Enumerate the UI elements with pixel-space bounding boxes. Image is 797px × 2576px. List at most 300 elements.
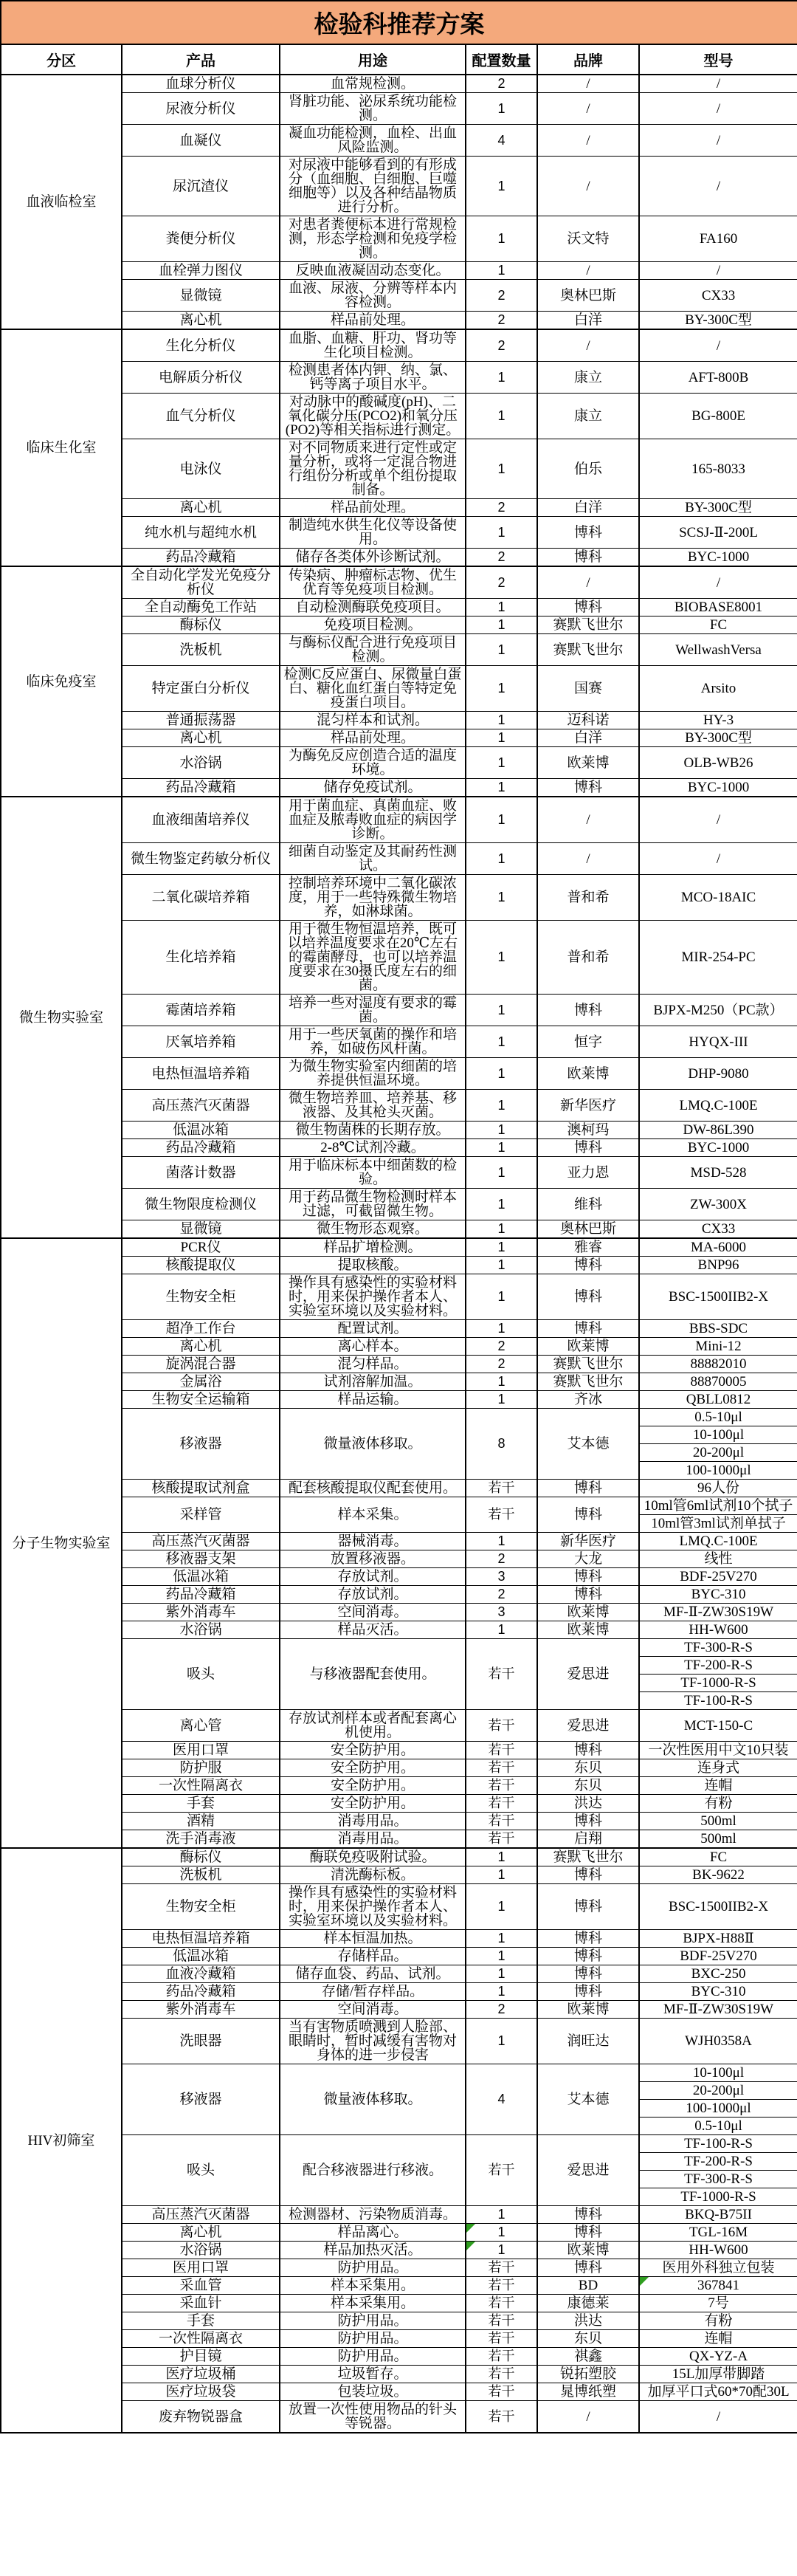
use-cell: 样品前处理。 — [280, 312, 466, 330]
product-cell: 水浴锅 — [122, 2242, 280, 2259]
model-cell: 一次性医用中文10只装 — [639, 1742, 797, 1759]
brand-cell: 艾本德 — [537, 1409, 639, 1480]
brand-cell: 康立 — [537, 394, 639, 439]
use-cell: 细菌自动鉴定及其耐药性测试。 — [280, 843, 466, 875]
brand-cell: 博科 — [537, 1884, 639, 1930]
qty-cell: 1 — [466, 995, 537, 1026]
zone-cell: HIV初筛室 — [1, 1848, 122, 2433]
brand-cell: 白洋 — [537, 499, 639, 517]
brand-cell: 博科 — [537, 779, 639, 797]
model-cell: BJPX-M250（PC款） — [639, 995, 797, 1026]
qty-cell: 1 — [466, 616, 537, 634]
product-cell: 洗手消毒液 — [122, 1830, 280, 1849]
product-cell: 水浴锅 — [122, 1621, 280, 1639]
brand-cell: 新华医疗 — [537, 1533, 639, 1550]
use-cell: 操作具有感染性的实验材料时，用来保护操作者本人、实验室环境以及实验材料。 — [280, 1274, 466, 1320]
qty-cell: 1 — [466, 1090, 537, 1122]
zone-cell: 血液临检室 — [1, 75, 122, 329]
product-cell: 移液器支架 — [122, 1550, 280, 1568]
qty-cell: 若干 — [466, 1830, 537, 1849]
qty-cell: 1 — [466, 93, 537, 125]
qty-cell: 1 — [466, 634, 537, 666]
model-cell: BIOBASE8001 — [639, 599, 797, 616]
product-cell: 手套 — [122, 1795, 280, 1813]
product-cell: 医疗垃圾袋 — [122, 2383, 280, 2401]
brand-cell: 赛默飞世尔 — [537, 1373, 639, 1391]
brand-cell: / — [537, 2401, 639, 2434]
use-cell: 为微生物实验室内细菌的培养提供恒温环境。 — [280, 1058, 466, 1090]
use-cell: 样品扩增检测。 — [280, 1238, 466, 1257]
product-cell: 血凝仪 — [122, 125, 280, 157]
use-cell: 离心样本。 — [280, 1338, 466, 1356]
brand-cell: 欧莱博 — [537, 2242, 639, 2259]
qty-cell: 1 — [466, 157, 537, 216]
model-cell: BYC-1000 — [639, 779, 797, 797]
use-cell: 存储/暂存样品。 — [280, 1983, 466, 2001]
table-head — [1, 1, 797, 75]
product-cell: 微生物鉴定药敏分析仪 — [122, 843, 280, 875]
brand-cell: 启翔 — [537, 1830, 639, 1849]
brand-cell: 康立 — [537, 362, 639, 394]
zone-cell: 临床免疫室 — [1, 566, 122, 797]
zone-cell: 分子生物实验室 — [1, 1238, 122, 1848]
use-cell: 试剂溶解加温。 — [280, 1373, 466, 1391]
brand-cell: 奥林巴斯 — [537, 280, 639, 312]
model-cell: TF-200-R-S — [639, 2153, 797, 2171]
model-cell: 367841 — [639, 2277, 797, 2295]
use-cell: 存放试剂。 — [280, 1568, 466, 1586]
brand-cell: 博科 — [537, 1257, 639, 1274]
model-cell: / — [639, 157, 797, 216]
model-cell: WellwashVersa — [639, 634, 797, 666]
product-cell: 核酸提取试剂盒 — [122, 1480, 280, 1497]
product-cell: 离心机 — [122, 1338, 280, 1356]
model-cell: BKQ-B75II — [639, 2206, 797, 2224]
model-cell: 7号 — [639, 2295, 797, 2312]
qty-cell: 若干 — [466, 1497, 537, 1533]
model-cell: Mini-12 — [639, 1338, 797, 1356]
model-cell: 20-200μl — [639, 1444, 797, 1462]
product-cell: 紫外消毒车 — [122, 1604, 280, 1621]
brand-cell: 欧莱博 — [537, 1338, 639, 1356]
use-cell: 用于菌血症、真菌血症、败血症及脓毒败血症的病因学诊断。 — [280, 797, 466, 843]
model-cell: CX33 — [639, 280, 797, 312]
qty-cell: 2 — [466, 1550, 537, 1568]
qty-cell: 2 — [466, 75, 537, 93]
model-cell: TF-100-R-S — [639, 1692, 797, 1710]
qty-cell: 若干 — [466, 1813, 537, 1830]
brand-cell: 东贝 — [537, 1777, 639, 1795]
use-cell: 垃圾暂存。 — [280, 2366, 466, 2383]
brand-cell: 爱思进 — [537, 1639, 639, 1710]
model-cell: Arsito — [639, 666, 797, 712]
qty-cell: 4 — [466, 125, 537, 157]
use-cell: 防护用品。 — [280, 2259, 466, 2277]
product-cell: 生物安全柜 — [122, 1274, 280, 1320]
brand-cell: 博科 — [537, 549, 639, 567]
product-cell: 二氧化碳培养箱 — [122, 875, 280, 921]
product-cell: 显微镜 — [122, 280, 280, 312]
product-cell: 离心机 — [122, 499, 280, 517]
model-cell: BBS-SDC — [639, 1320, 797, 1338]
use-cell: 血脂、血糖、肝功、肾功等生化项目检测。 — [280, 329, 466, 362]
product-cell: 药品冷藏箱 — [122, 1983, 280, 2001]
table-row — [1, 75, 797, 93]
product-cell: 离心机 — [122, 312, 280, 330]
qty-cell: 1 — [466, 875, 537, 921]
qty-cell: 1 — [466, 1320, 537, 1338]
brand-cell: 博科 — [537, 517, 639, 549]
brand-cell: 欧莱博 — [537, 1621, 639, 1639]
qty-cell: 1 — [466, 1122, 537, 1139]
model-cell: 医用外科独立包装 — [639, 2259, 797, 2277]
model-cell: CX33 — [639, 1220, 797, 1239]
product-cell: 微生物限度检测仪 — [122, 1189, 280, 1220]
brand-cell: 博科 — [537, 995, 639, 1026]
qty-cell: 1 — [466, 1026, 537, 1058]
product-cell: 尿沉渣仪 — [122, 157, 280, 216]
product-cell: 粪便分析仪 — [122, 216, 280, 262]
product-cell: 手套 — [122, 2312, 280, 2330]
column-header-model: 型号 — [639, 44, 797, 75]
model-cell: BDF-25V270 — [639, 1568, 797, 1586]
model-cell: BY-300C型 — [639, 312, 797, 330]
table-body — [1, 75, 797, 2433]
product-cell: 医疗垃圾桶 — [122, 2366, 280, 2383]
model-cell: LMQ.C-100E — [639, 1090, 797, 1122]
brand-cell: 博科 — [537, 1139, 639, 1157]
brand-cell: / — [537, 329, 639, 362]
model-cell: MF-Ⅱ-ZW30S19W — [639, 1604, 797, 1621]
qty-cell: 若干 — [466, 2277, 537, 2295]
product-cell: 采血管 — [122, 2277, 280, 2295]
product-cell: 金属浴 — [122, 1373, 280, 1391]
model-cell: 165-8033 — [639, 439, 797, 499]
qty-cell: 2 — [466, 549, 537, 567]
model-cell: 100-1000μl — [639, 2100, 797, 2118]
use-cell: 反映血液凝固动态变化。 — [280, 262, 466, 280]
product-cell: 离心管 — [122, 1710, 280, 1742]
qty-cell: 1 — [466, 2242, 537, 2259]
product-cell: 废弃物锐器盒 — [122, 2401, 280, 2434]
product-cell: 采血针 — [122, 2295, 280, 2312]
model-cell: DHP-9080 — [639, 1058, 797, 1090]
use-cell: 样品离心。 — [280, 2224, 466, 2242]
brand-cell: / — [537, 797, 639, 843]
model-cell: 10-100μl — [639, 1426, 797, 1444]
brand-cell: 博科 — [537, 2206, 639, 2224]
product-cell: 血球分析仪 — [122, 75, 280, 93]
brand-cell: 大龙 — [537, 1550, 639, 1568]
qty-cell: 2 — [466, 566, 537, 599]
model-cell: BY-300C型 — [639, 729, 797, 747]
use-cell: 当有害物质喷溅到人脸部、眼睛时，暂时减缓有害物对身体的进一步侵害 — [280, 2019, 466, 2064]
use-cell: 用于药品微生物检测时样本过滤，可截留微生物。 — [280, 1189, 466, 1220]
use-cell: 用于一些厌氧菌的操作和培养，如破伤风杆菌。 — [280, 1026, 466, 1058]
qty-cell: 1 — [466, 1257, 537, 1274]
model-cell: 有粉 — [639, 2312, 797, 2330]
product-cell: 特定蛋白分析仪 — [122, 666, 280, 712]
model-cell: MF-Ⅱ-ZW30S19W — [639, 2001, 797, 2019]
qty-cell: 若干 — [466, 2366, 537, 2383]
use-cell: 防护用品。 — [280, 2348, 466, 2366]
use-cell: 血常规检测。 — [280, 75, 466, 93]
use-cell: 2-8℃试剂冷藏。 — [280, 1139, 466, 1157]
column-header-product: 产品 — [122, 44, 280, 75]
brand-cell: 润旺达 — [537, 2019, 639, 2064]
product-cell: 移液器 — [122, 1409, 280, 1480]
model-cell: BDF-25V270 — [639, 1948, 797, 1965]
brand-cell: 锐拓塑胶 — [537, 2366, 639, 2383]
product-cell: 电热恒温培养箱 — [122, 1058, 280, 1090]
qty-cell: 2 — [466, 329, 537, 362]
product-cell: 药品冷藏箱 — [122, 1586, 280, 1604]
use-cell: 与移液器配套使用。 — [280, 1639, 466, 1710]
model-cell: BG-800E — [639, 394, 797, 439]
use-cell: 配置试剂。 — [280, 1320, 466, 1338]
use-cell: 混匀样本和试剂。 — [280, 712, 466, 729]
qty-cell: 3 — [466, 1604, 537, 1621]
brand-cell: 赛默飞世尔 — [537, 634, 639, 666]
brand-cell: / — [537, 75, 639, 93]
qty-cell: 2 — [466, 1356, 537, 1373]
product-cell: 低温冰箱 — [122, 1948, 280, 1965]
brand-cell: 伯乐 — [537, 439, 639, 499]
brand-cell: 欧莱博 — [537, 747, 639, 779]
product-cell: 生物安全运输箱 — [122, 1391, 280, 1409]
qty-cell: 2 — [466, 312, 537, 330]
brand-cell: 博科 — [537, 1742, 639, 1759]
product-cell: 生化培养箱 — [122, 921, 280, 995]
product-cell: 旋涡混合器 — [122, 1356, 280, 1373]
brand-cell: 东贝 — [537, 2330, 639, 2348]
qty-cell: 1 — [466, 2206, 537, 2224]
model-cell: 连身式 — [639, 1759, 797, 1777]
model-cell: BXC-250 — [639, 1965, 797, 1983]
brand-cell: 东贝 — [537, 1759, 639, 1777]
product-cell: 护目镜 — [122, 2348, 280, 2366]
use-cell: 消毒用品。 — [280, 1830, 466, 1849]
model-cell: MIR-254-PC — [639, 921, 797, 995]
brand-cell: / — [537, 157, 639, 216]
product-cell: 生物安全柜 — [122, 1884, 280, 1930]
brand-cell: 奥林巴斯 — [537, 1220, 639, 1239]
product-cell: 霉菌培养箱 — [122, 995, 280, 1026]
product-cell: 全自动酶免工作站 — [122, 599, 280, 616]
brand-cell: 赛默飞世尔 — [537, 1848, 639, 1866]
brand-cell: 白洋 — [537, 312, 639, 330]
use-cell: 混匀样品。 — [280, 1356, 466, 1373]
use-cell: 对不同物质来进行定性或定量分析，或将一定混合物进行组份分析或单个组份提取制备。 — [280, 439, 466, 499]
zone-cell: 临床生化室 — [1, 329, 122, 566]
brand-cell: 恒字 — [537, 1026, 639, 1058]
use-cell: 样品灭活。 — [280, 1621, 466, 1639]
model-cell: MCO-18AIC — [639, 875, 797, 921]
brand-cell: 博科 — [537, 1586, 639, 1604]
brand-cell: 晁博纸塑 — [537, 2383, 639, 2401]
product-cell: 移液器 — [122, 2064, 280, 2135]
qty-cell: 1 — [466, 779, 537, 797]
brand-cell: / — [537, 262, 639, 280]
use-cell: 消毒用品。 — [280, 1813, 466, 1830]
model-cell: 20-200μl — [639, 2082, 797, 2100]
use-cell: 微生物培养皿、培养基、移液器、及其枪头灭菌。 — [280, 1090, 466, 1122]
model-cell: / — [639, 2401, 797, 2434]
model-cell: / — [639, 93, 797, 125]
use-cell: 样本采集用。 — [280, 2295, 466, 2312]
product-cell: 超净工作台 — [122, 1320, 280, 1338]
use-cell: 防护用品。 — [280, 2330, 466, 2348]
product-cell: 医用口罩 — [122, 2259, 280, 2277]
brand-cell: 维科 — [537, 1189, 639, 1220]
qty-cell: 1 — [466, 1965, 537, 1983]
product-cell: 厌氧培养箱 — [122, 1026, 280, 1058]
model-cell: 有粉 — [639, 1795, 797, 1813]
brand-cell: 白洋 — [537, 729, 639, 747]
use-cell: 微生物形态观察。 — [280, 1220, 466, 1239]
product-cell: 全自动化学发光免疫分析仪 — [122, 566, 280, 599]
product-cell: 医用口罩 — [122, 1742, 280, 1759]
product-cell: 离心机 — [122, 2224, 280, 2242]
brand-cell: 欧莱博 — [537, 1058, 639, 1090]
brand-cell: 博科 — [537, 599, 639, 616]
model-cell: 0.5-10μl — [639, 2118, 797, 2135]
model-cell: 0.5-10μl — [639, 1409, 797, 1426]
model-cell: 10-100μl — [639, 2064, 797, 2082]
qty-cell: 1 — [466, 1866, 537, 1884]
product-cell: 低温冰箱 — [122, 1122, 280, 1139]
model-cell: FC — [639, 616, 797, 634]
qty-cell: 1 — [466, 2019, 537, 2064]
brand-cell: 赛默飞世尔 — [537, 1356, 639, 1373]
model-cell: TF-1000-R-S — [639, 1675, 797, 1692]
qty-cell: 若干 — [466, 1480, 537, 1497]
column-header-zone: 分区 — [1, 44, 122, 75]
qty-cell: 1 — [466, 216, 537, 262]
brand-cell: 博科 — [537, 1866, 639, 1884]
product-cell: 血气分析仪 — [122, 394, 280, 439]
product-cell: 普通振荡器 — [122, 712, 280, 729]
use-cell: 凝血功能检测，血栓、出血风险监测。 — [280, 125, 466, 157]
column-header-brand: 品牌 — [537, 44, 639, 75]
model-cell: HH-W600 — [639, 2242, 797, 2259]
model-cell: BY-300C型 — [639, 499, 797, 517]
use-cell: 检测患者体内钾、纳、氯、钙等离子项目水平。 — [280, 362, 466, 394]
model-cell: / — [639, 843, 797, 875]
qty-cell: 1 — [466, 262, 537, 280]
use-cell: 存储样品。 — [280, 1948, 466, 1965]
qty-cell: 1 — [466, 1189, 537, 1220]
qty-cell: 若干 — [466, 2259, 537, 2277]
brand-cell: 爱思进 — [537, 1710, 639, 1742]
qty-cell: 2 — [466, 499, 537, 517]
brand-cell: 博科 — [537, 1274, 639, 1320]
use-cell: 微量液体移取。 — [280, 1409, 466, 1480]
use-cell: 安全防护用。 — [280, 1777, 466, 1795]
model-cell: 500ml — [639, 1813, 797, 1830]
qty-cell: 1 — [466, 1274, 537, 1320]
model-cell: MCT-150-C — [639, 1710, 797, 1742]
use-cell: 样本采集。 — [280, 1497, 466, 1533]
page-title: 检验科推荐方案 — [1, 1, 797, 44]
product-cell: 药品冷藏箱 — [122, 779, 280, 797]
use-cell: 样本采集用。 — [280, 2277, 466, 2295]
use-cell: 与酶标仪配合进行免疫项目检测。 — [280, 634, 466, 666]
qty-cell: 若干 — [466, 1759, 537, 1777]
product-cell: 离心机 — [122, 729, 280, 747]
qty-cell: 若干 — [466, 1795, 537, 1813]
model-cell: QBLL0812 — [639, 1391, 797, 1409]
qty-cell: 1 — [466, 1391, 537, 1409]
qty-cell: 1 — [466, 1373, 537, 1391]
brand-cell: 沃文特 — [537, 216, 639, 262]
use-cell: 用于微生物恒温培养，既可以培养温度要求在20℃左右的霉菌酵母，也可以培养温度要求在30摄氏度左右的细菌。 — [280, 921, 466, 995]
zone-cell: 微生物实验室 — [1, 797, 122, 1238]
product-cell: 防护服 — [122, 1759, 280, 1777]
product-cell: 生化分析仪 — [122, 329, 280, 362]
qty-cell: 8 — [466, 1409, 537, 1480]
qty-cell: 1 — [466, 729, 537, 747]
use-cell: 制造纯水供生化仪等设备使用。 — [280, 517, 466, 549]
product-cell: 吸头 — [122, 1639, 280, 1710]
model-cell: / — [639, 125, 797, 157]
qty-cell: 若干 — [466, 1639, 537, 1710]
product-cell: 低温冰箱 — [122, 1568, 280, 1586]
model-cell: 线性 — [639, 1550, 797, 1568]
use-cell: 放置一次性使用物品的针头等锐器。 — [280, 2401, 466, 2434]
use-cell: 安全防护用。 — [280, 1795, 466, 1813]
brand-cell: / — [537, 843, 639, 875]
qty-cell: 1 — [466, 362, 537, 394]
qty-cell: 若干 — [466, 1710, 537, 1742]
use-cell: 对患者粪便标本进行常规检测，形态学检测和免疫学检测。 — [280, 216, 466, 262]
use-cell: 操作具有感染性的实验材料时，用来保护操作者本人、实验室环境以及实验材料。 — [280, 1884, 466, 1930]
qty-cell: 1 — [466, 1139, 537, 1157]
product-cell: 电泳仪 — [122, 439, 280, 499]
qty-cell: 1 — [466, 1220, 537, 1239]
qty-cell: 1 — [466, 1533, 537, 1550]
brand-cell: 博科 — [537, 2259, 639, 2277]
brand-cell: 博科 — [537, 2224, 639, 2242]
qty-cell: 1 — [466, 747, 537, 779]
qty-cell: 1 — [466, 666, 537, 712]
product-cell: 核酸提取仪 — [122, 1257, 280, 1274]
qty-cell: 2 — [466, 1586, 537, 1604]
model-cell: BYC-1000 — [639, 1139, 797, 1157]
use-cell: 放置移液器。 — [280, 1550, 466, 1568]
use-cell: 空间消毒。 — [280, 1604, 466, 1621]
brand-cell: 博科 — [537, 1930, 639, 1948]
model-cell: 连帽 — [639, 2330, 797, 2348]
product-cell: 血液冷藏箱 — [122, 1965, 280, 1983]
model-cell: HYQX-III — [639, 1026, 797, 1058]
brand-cell: / — [537, 125, 639, 157]
qty-cell: 1 — [466, 394, 537, 439]
product-cell: 紫外消毒车 — [122, 2001, 280, 2019]
qty-cell: 2 — [466, 2001, 537, 2019]
product-cell: 高压蒸汽灭菌器 — [122, 1533, 280, 1550]
brand-cell: 艾本德 — [537, 2064, 639, 2135]
model-cell: SCSJ-Ⅱ-200L — [639, 517, 797, 549]
product-cell: 水浴锅 — [122, 747, 280, 779]
model-cell: ZW-300X — [639, 1189, 797, 1220]
product-cell: 酶标仪 — [122, 616, 280, 634]
model-cell: BYC-1000 — [639, 549, 797, 567]
model-cell: TF-1000-R-S — [639, 2188, 797, 2206]
use-cell: 检测C反应蛋白、尿微量白蛋白、糖化血红蛋白等特定免疫蛋白项目。 — [280, 666, 466, 712]
model-cell: FC — [639, 1848, 797, 1866]
product-cell: 高压蒸汽灭菌器 — [122, 2206, 280, 2224]
